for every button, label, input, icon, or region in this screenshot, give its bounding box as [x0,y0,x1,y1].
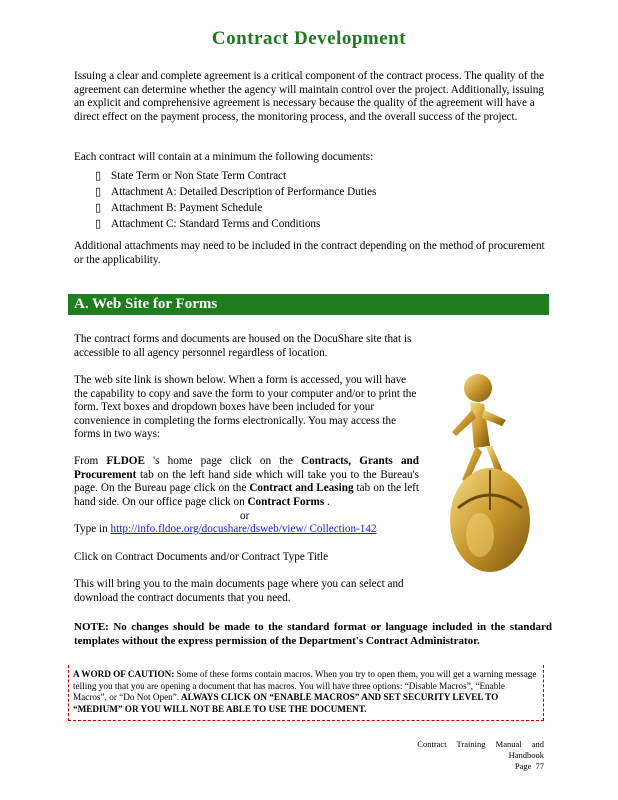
note-paragraph: NOTE: No changes should be made to the standard format or language included in the standard templates without the express permission of the Department's Contract Administrator. [74,621,552,647]
list-item: ▯ Attachment A: Detailed Description of Performance Duties [95,186,377,198]
weblink-paragraph: The web site link is shown below. When a form is accessed, you will have the capability to copy and save the form to your computer and/or to print the form. Text boxes and dropdown boxes have been included for your convenience in completing the forms electronically. You may access the forms in two ways: [74,374,417,440]
bullet-icon: ▯ [95,170,102,182]
page-number: Page 77 [514,761,544,771]
additional-attachments-paragraph: Additional attachments may need to be included in the contract depending on the method of procurement or the applicability. [74,240,545,266]
list-item: ▯ Attachment C: Standard Terms and Conditions [95,218,321,230]
gold-figure-on-mouse-image [440,370,540,574]
documents-intro: Each contract will contain at a minimum the following documents: [74,151,374,163]
bullet-icon: ▯ [95,186,102,198]
documents-list [95,168,376,232]
intro-paragraph: Issuing a clear and complete agreement is a critical component of the contract process. The quality of the agreement can determine whether the agency will maintain control over the project. Additionally, issuing an explicit and comprehensive agreement is necessary because the quality of the agreement will have a direct effect on the payment process, the monitoring process, and the overall success of the project. [74,70,545,123]
main-documents-paragraph: This will bring you to the main documents page where you can select and download the contract documents that you need. [74,578,404,604]
caution-lead: A WORD OF CAUTION: [73,669,175,679]
footer-manual-title: Contract Training Manual and Handbook [417,739,544,760]
section-heading: A. Web Site for Forms [68,294,549,315]
page-title: Contract Development [211,28,407,49]
caution-instruction: ALWAYS CLICK ON “ENABLE MACROS” AND SET SECURITY LEVEL TO “MEDIUM” OR YOU WILL NOT BE ABLE TO USE THE DOCUMENT. [73,692,499,714]
access-way-one: From FLDOE 's home page click on the Contracts, Grants and Procurement tab on the left hand side which will take you to the Bureau's page. On the Bureau page click on the Contract and Leasing tab on the left hand side. On our office page click on Contract Forms . [74,455,419,508]
click-on-line: Click on Contract Documents and/or Contract Type Title [74,551,329,563]
bullet-icon: ▯ [95,202,102,214]
docushare-paragraph: The contract forms and documents are housed on the DocuShare site that is accessible to all agency personnel regardless of location. [74,333,412,359]
type-in-line: Type in http://info.fldoe.org/docushare/dsweb/view/ Collection-142 [74,523,377,535]
list-item: ▯ Attachment B: Payment Schedule [95,202,263,214]
bullet-icon: ▯ [95,218,102,230]
caution-text: Some of these forms contain macros. When you try to open them, you will get a warning message telling you that you are opening a document that has macros. You will have three options: “Disable Macros”, “Enable Macros”, or “Do Not Open”. [73,669,537,702]
docushare-link[interactable]: http://info.fldoe.org/docushare/dsweb/view/ Collection-142 [110,523,377,535]
list-item: ▯ State Term or Non State Term Contract [95,170,287,182]
or-text: or [240,510,250,522]
caution-box [68,665,544,721]
page-footer [380,739,544,772]
